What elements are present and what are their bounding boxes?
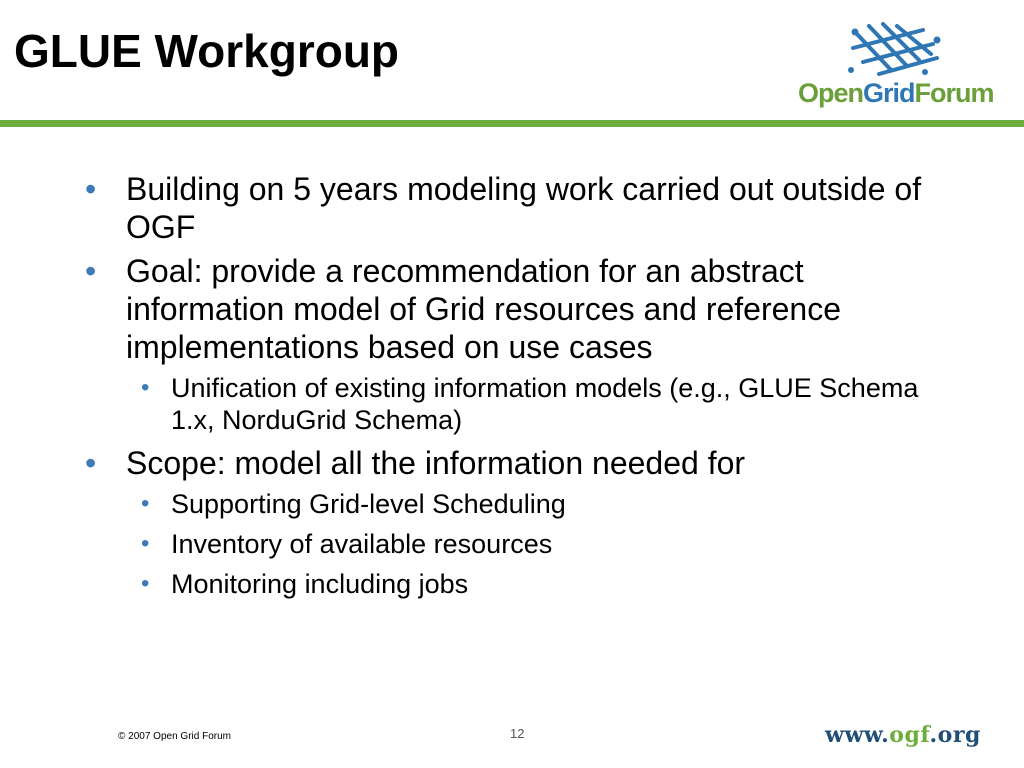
bullet-text: Building on 5 years modeling work carried out outside of OGF: [126, 171, 922, 245]
bullet-icon: •: [85, 171, 97, 207]
bullet-icon: •: [85, 253, 97, 289]
bullet-icon: •: [141, 490, 150, 517]
sub-bullet-item: [85, 568, 955, 600]
sub-bullet-item: [85, 372, 955, 436]
bullet-item: [85, 170, 955, 246]
logo-text-forum: Forum: [914, 78, 994, 108]
sub-bullet-item: [85, 528, 955, 560]
sub-bullet-text: Monitoring including jobs: [171, 569, 469, 599]
bullet-icon: •: [141, 570, 150, 597]
website-url: [825, 722, 981, 748]
url-prefix: www.: [825, 722, 890, 748]
header-divider: [0, 120, 1024, 127]
bullet-item: [85, 444, 955, 482]
sub-bullet-text: Unification of existing information models (e.g., GLUE Schema 1.x, NorduGrid Schema): [171, 373, 919, 435]
sub-bullet-item: [85, 488, 955, 520]
url-suffix: .org: [929, 722, 981, 748]
bullet-text: Scope: model all the information needed for: [126, 445, 746, 481]
copyright-text: © 2007 Open Grid Forum: [118, 731, 231, 742]
logo-text-open: Open: [798, 78, 864, 108]
bullet-item: [85, 252, 955, 366]
url-brand: ogf: [889, 722, 930, 748]
sub-bullet-text: Supporting Grid-level Scheduling: [171, 489, 566, 519]
logo-text-grid: Grid: [863, 78, 915, 108]
bullet-text: Goal: provide a recommendation for an abstract information model of Grid resources and reference implementations based on use cases: [126, 253, 842, 365]
page-number: 12: [510, 726, 525, 741]
open-grid-forum-logo: [793, 20, 994, 110]
bullet-list: [85, 170, 955, 608]
bullet-icon: •: [85, 445, 97, 481]
logo-wordmark: [798, 78, 994, 109]
bullet-icon: •: [141, 374, 150, 401]
sub-bullet-text: Inventory of available resources: [171, 529, 553, 559]
bullet-icon: •: [141, 530, 150, 557]
slide-title: GLUE Workgroup: [14, 25, 400, 77]
grid-network-icon: [843, 20, 943, 78]
